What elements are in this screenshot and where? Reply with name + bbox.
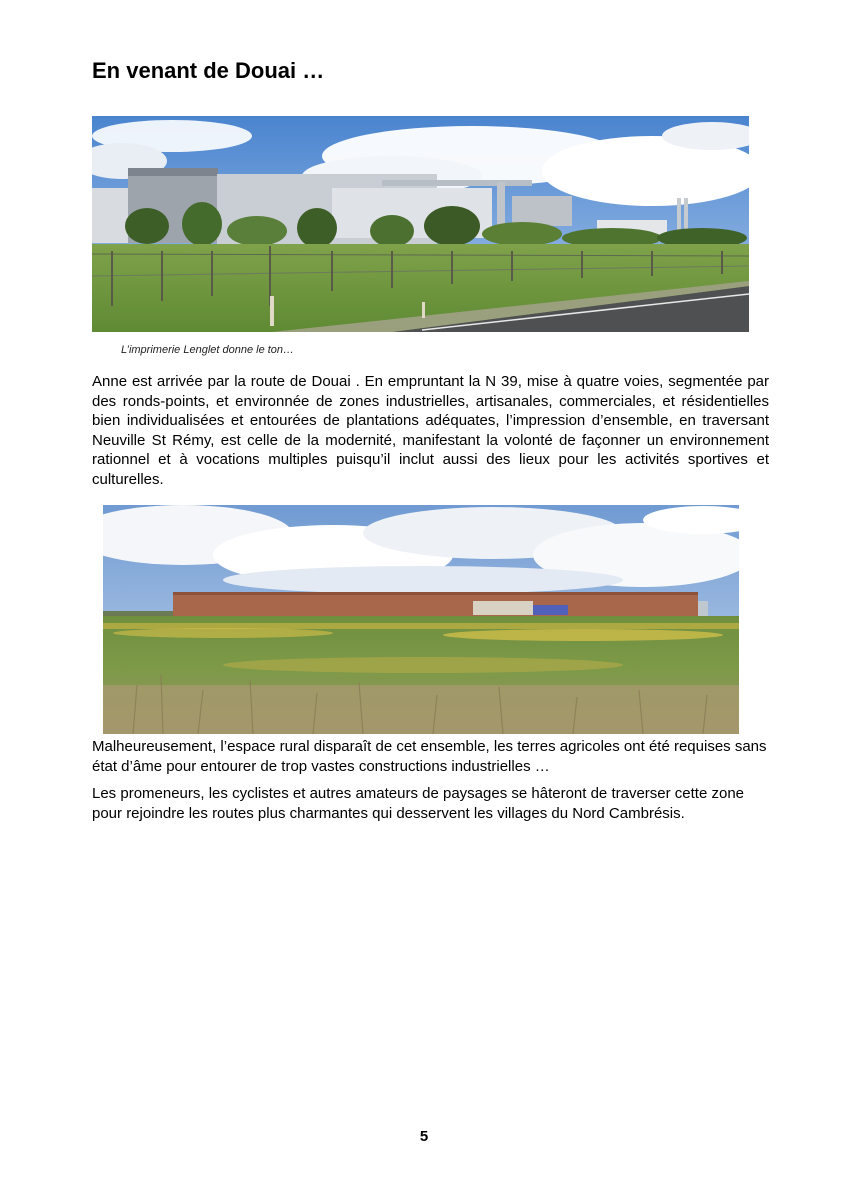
photo-printing-plant <box>92 116 749 332</box>
photo-industrial-field <box>103 505 739 734</box>
paragraph-intro: Anne est arrivée par la route de Douai . En empruntant la N 39, mise à quatre voies, segmentée par des ronds-points, et environnée de zones industrielles, artisanales, commerciales, et résidentielles bien individualisées et entourées de plantations adéquates, l’impression d’ensemble, en traversant Neuville St Rémy, est celle de la modernité, manifestant la volonté de façonner un environnement rationnel et à vocations multiples puisqu’il inclut aussi des lieux pour les activités sportives et culturelles. <box>92 373 769 488</box>
paragraph-rural: Malheureusement, l’espace rural disparaît de cet ensemble, les terres agricoles ont été requises sans état d’âme pour entourer de trop vastes constructions industrielles … <box>92 738 767 775</box>
page-number: 5 <box>419 1128 429 1145</box>
paragraph-walkers: Les promeneurs, les cyclistes et autres amateurs de paysages se hâteront de traverser cette zone pour rejoindre les routes plus charmantes qui desservent les villages du Nord Cambrésis. <box>92 785 745 822</box>
page-title: En venant de Douai … <box>92 58 325 83</box>
photo-caption: L’imprimerie Lenglet donne le ton… <box>121 344 295 356</box>
